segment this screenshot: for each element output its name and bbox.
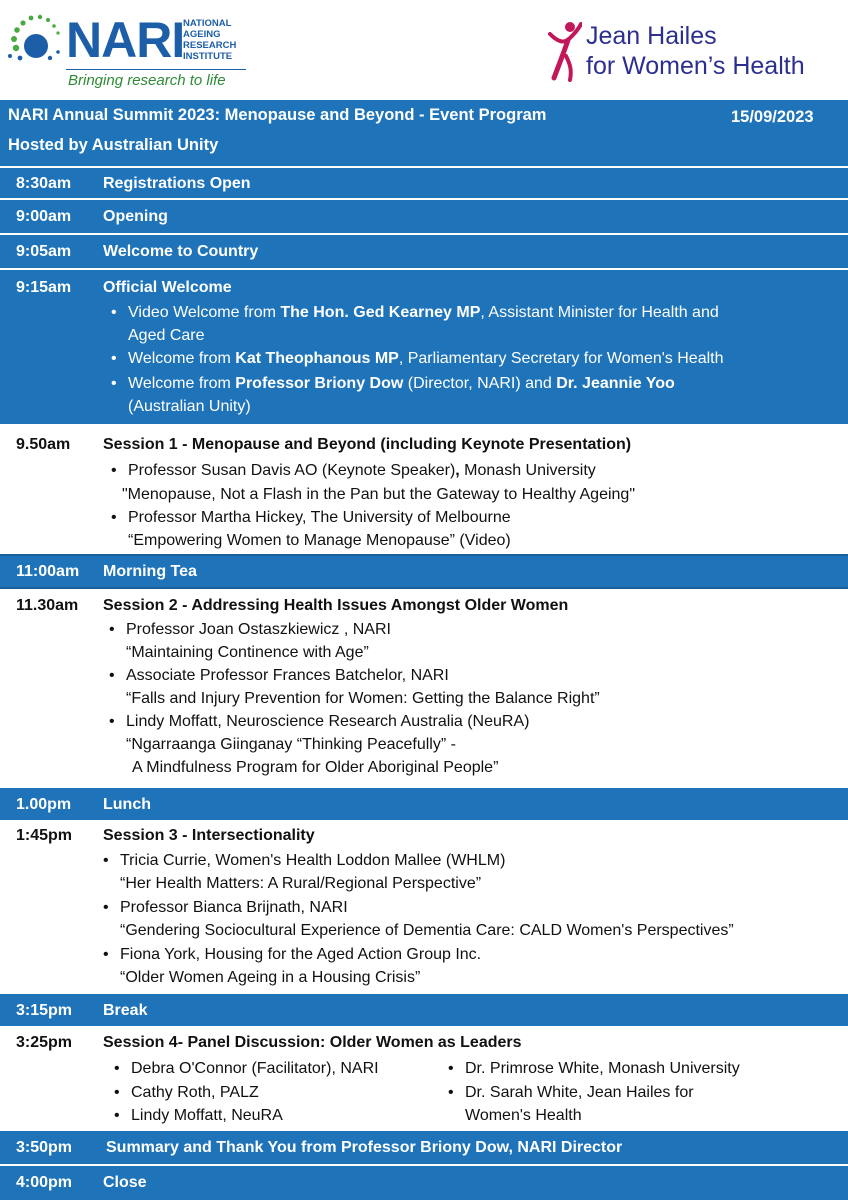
panelist-item: • Lindy Moffatt, NeuRA	[131, 1105, 283, 1127]
program-row-lunch	[0, 788, 848, 820]
row-title: Session 4- Panel Discussion: Older Women as Leaders	[103, 1034, 522, 1051]
row-time: 1.00pm	[16, 796, 72, 813]
nari-rule	[66, 69, 246, 70]
row-time: 9:00am	[16, 208, 72, 225]
row-title: Session 2 - Addressing Health Issues Amongst Older Women	[103, 597, 569, 614]
jean-hailes-line1: Jean Hailes	[586, 22, 717, 50]
row-title: Close	[103, 1174, 147, 1191]
program-row-close	[0, 1166, 848, 1200]
row-time: 3:15pm	[16, 1002, 73, 1019]
panelist-item: • Dr. Sarah White, Jean Hailes for	[465, 1082, 694, 1104]
nari-logo	[6, 8, 256, 92]
row-time: 9:15am	[16, 279, 72, 296]
talk-title: “Gendering Sociocultural Experience of Dementia Care: CALD Women's Perspectives”	[120, 922, 734, 939]
speaker-item: • Welcome from Kat Theophanous MP, Parliamentary Secretary for Women's Health	[128, 348, 724, 370]
program-row-official-welcome	[0, 270, 848, 424]
event-date: 15/09/2023	[731, 108, 814, 126]
speaker-item: • Welcome from Professor Briony Dow (Director, NARI) and Dr. Jeannie Yoo	[128, 373, 675, 395]
row-title: Opening	[103, 208, 168, 225]
program-row-morning-tea	[0, 556, 848, 587]
talk-title: “Her Health Matters: A Rural/Regional Perspective”	[120, 875, 482, 892]
event-title-band	[0, 100, 848, 166]
panelist-org: Women's Health	[465, 1107, 582, 1124]
speaker-item: • Professor Martha Hickey, The University of Melbourne	[128, 507, 511, 529]
nari-wordmark: NARI	[66, 12, 185, 68]
row-title: Morning Tea	[103, 563, 197, 580]
jean-hailes-logo	[548, 20, 838, 90]
row-time: 4:00pm	[16, 1174, 73, 1191]
jean-hailes-figure-icon	[548, 20, 582, 82]
panelist-item: • Cathy Roth, PALZ	[131, 1082, 259, 1104]
row-time: 3:50pm	[16, 1139, 73, 1156]
row-time: 9.50am	[16, 436, 71, 453]
speaker-item: • Lindy Moffatt, Neuroscience Research Australia (NeuRA)	[126, 711, 529, 733]
program-row-break	[0, 994, 848, 1026]
row-title: Registrations Open	[103, 175, 251, 192]
speaker-item: • Tricia Currie, Women's Health Loddon Mallee (WHLM)	[120, 850, 505, 872]
program-row-session-3	[0, 820, 848, 994]
program-row-summary	[0, 1131, 848, 1164]
row-time: 9:05am	[16, 243, 72, 260]
nari-fullname: NATIONAL AGEING RESEARCH INSTITUTE	[183, 18, 237, 62]
row-time: 8:30am	[16, 175, 72, 192]
program-row-session-2	[0, 589, 848, 788]
event-host: Hosted by Australian Unity	[8, 136, 219, 154]
talk-title: “Maintaining Continence with Age”	[126, 644, 369, 661]
program-row-session-1	[0, 424, 848, 554]
talk-title: “Falls and Injury Prevention for Women: Getting the Balance Right”	[126, 690, 600, 707]
talk-title: “Empowering Women to Manage Menopause” (Video)	[128, 532, 511, 549]
row-title: Break	[103, 1002, 148, 1019]
nari-tagline: Bringing research to life	[68, 72, 226, 89]
logo-header	[0, 0, 848, 100]
talk-title: “Older Women Ageing in a Housing Crisis”	[120, 969, 421, 986]
nari-dots-icon	[6, 12, 68, 68]
talk-title: “Ngarraanga Giinganay “Thinking Peacefully” -	[126, 736, 456, 753]
speaker-item: • Professor Bianca Brijnath, NARI	[120, 897, 348, 919]
program-row-welcome-country	[0, 235, 848, 268]
speaker-item: • Associate Professor Frances Batchelor, NARI	[126, 665, 449, 687]
row-time: 11.30am	[16, 597, 79, 614]
row-time: 3:25pm	[16, 1034, 73, 1051]
event-title: NARI Annual Summit 2023: Menopause and Beyond - Event Program	[8, 106, 547, 124]
speaker-item: • Fiona York, Housing for the Aged Action Group Inc.	[120, 944, 481, 966]
speaker-item: • Professor Susan Davis AO (Keynote Speaker), Monash University	[128, 460, 596, 482]
program-row-opening	[0, 200, 848, 233]
talk-title: A Mindfulness Program for Older Aboriginal People”	[132, 759, 499, 776]
talk-title: "Menopause, Not a Flash in the Pan but the Gateway to Healthy Ageing"	[122, 486, 636, 503]
row-time: 1:45pm	[16, 827, 73, 844]
speaker-item: • Professor Joan Ostaszkiewicz , NARI	[126, 619, 391, 641]
row-title: Lunch	[103, 796, 151, 813]
program-row-session-4	[0, 1026, 848, 1130]
panelist-item: • Dr. Primrose White, Monash University	[465, 1058, 740, 1080]
speaker-item: • Video Welcome from The Hon. Ged Kearney MP, Assistant Minister for Health and	[128, 302, 719, 324]
row-title: Welcome to Country	[103, 243, 259, 260]
row-title: Session 3 - Intersectionality	[103, 827, 315, 844]
program-row-registrations	[0, 168, 848, 198]
row-title: Official Welcome	[103, 279, 232, 296]
row-title: Summary and Thank You from Professor Briony Dow, NARI Director	[106, 1139, 623, 1156]
row-time: 11:00am	[16, 563, 80, 580]
row-title: Session 1 - Menopause and Beyond (including Keynote Presentation)	[103, 436, 632, 453]
panelist-item: • Debra O'Connor (Facilitator), NARI	[131, 1058, 379, 1080]
speaker-role: Aged Care	[128, 327, 205, 344]
speaker-role: (Australian Unity)	[128, 398, 251, 415]
jean-hailes-line2: for Women’s Health	[586, 52, 805, 80]
